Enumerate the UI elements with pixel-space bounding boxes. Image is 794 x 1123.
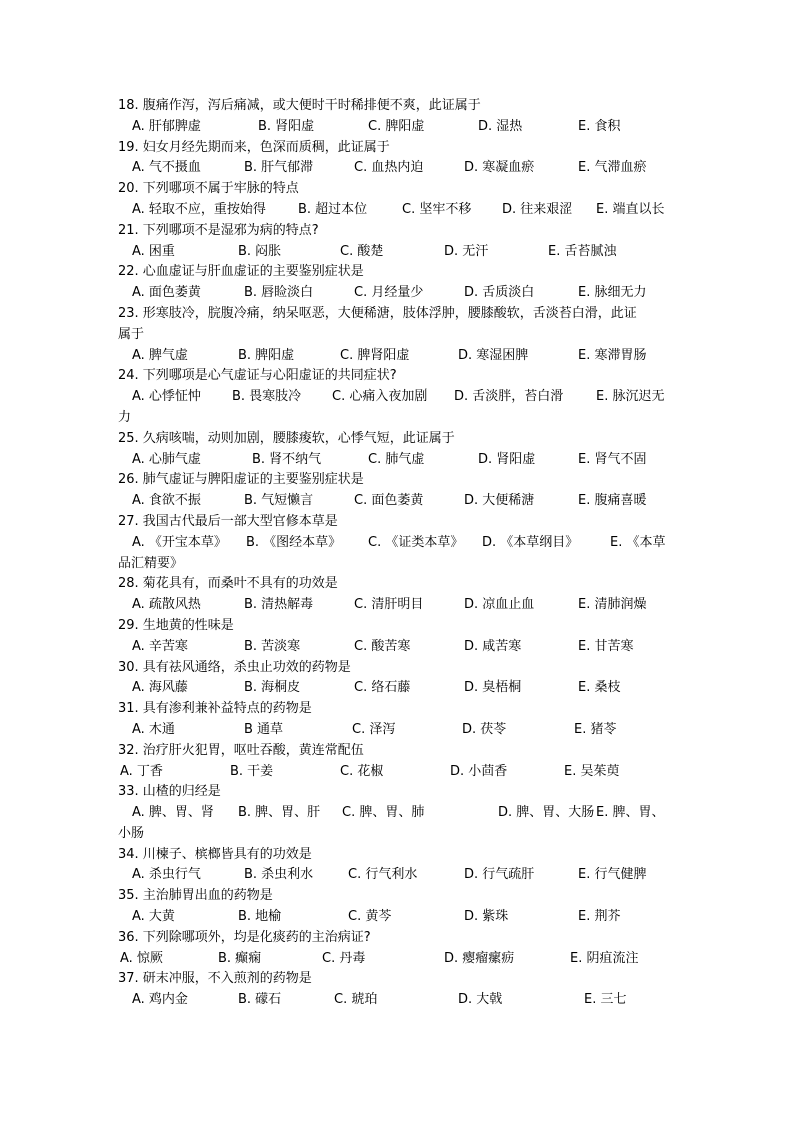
answer-option: C. 肺气虚 — [368, 451, 425, 467]
answer-option: C. 络石藤 — [354, 680, 411, 696]
answer-option: E. 舌苔腻浊 — [548, 243, 617, 259]
option-row — [118, 949, 678, 970]
answer-option: B 通草 — [244, 721, 284, 737]
answer-option: C. 琥珀 — [334, 992, 378, 1008]
question-text: 25. 久病咳喘，动则加剧，腰膝痠软，心悸气短，此证属于 — [118, 430, 455, 446]
answer-option: B. 癫痫 — [218, 950, 262, 966]
answer-option: C. 花椒 — [340, 763, 384, 779]
answer-option: D. 凉血止血 — [464, 597, 535, 613]
answer-option: E. 《本草 — [610, 534, 666, 550]
answer-option: A. 心肺气虚 — [132, 451, 201, 467]
option-row — [118, 990, 678, 1011]
answer-option: D. 大便稀溏 — [464, 493, 535, 509]
question-list — [118, 96, 678, 1011]
answer-option: C. 行气利水 — [348, 867, 418, 883]
question-text: 27. 我国古代最后一部大型官修本草是 — [118, 513, 338, 529]
option-row — [118, 283, 678, 304]
question-text: 32. 治疗肝火犯胃，呕吐吞酸，黄连常配伍 — [118, 742, 364, 758]
question-text: 属于 — [118, 326, 145, 342]
answer-option: B. 海桐皮 — [244, 680, 301, 696]
answer-option: B. 杀虫利水 — [244, 867, 314, 883]
answer-option: D. 臭梧桐 — [464, 680, 522, 696]
answer-option: A. 食欲不振 — [132, 493, 201, 509]
question-text: 20. 下列哪项不属于牢脉的特点 — [118, 181, 299, 197]
answer-option: D. 小茴香 — [450, 763, 508, 779]
answer-option: B. 礞石 — [238, 992, 282, 1008]
option-row — [118, 158, 678, 179]
option-continuation: 小肠 — [118, 825, 145, 841]
question-text: 30. 具有祛风通络，杀虫止功效的药物是 — [118, 659, 351, 675]
answer-option: E. 寒滞胃肠 — [578, 347, 647, 363]
answer-option: D. 大戟 — [458, 992, 503, 1008]
option-row — [118, 720, 678, 741]
answer-option: E. 脉细无力 — [578, 285, 647, 301]
answer-option: E. 桑枝 — [578, 680, 621, 696]
answer-option: E. 阴疽流注 — [570, 950, 639, 966]
question-text: 26. 肺气虚证与脾阳虚证的主要鉴别症状是 — [118, 472, 364, 488]
answer-option: D. 无汗 — [444, 243, 489, 259]
answer-option: E. 脉沉迟无 — [596, 389, 665, 405]
answer-option: E. 气滞血瘀 — [578, 160, 647, 176]
option-row — [118, 865, 678, 886]
answer-option: C. 丹毒 — [322, 950, 366, 966]
answer-option: E. 荆芥 — [578, 909, 621, 925]
answer-option: A. 脾、胃、肾 — [132, 805, 214, 821]
answer-option: B. 超过本位 — [298, 201, 368, 217]
answer-option: A. 面色萎黄 — [132, 285, 201, 301]
answer-option: D. 肾阳虚 — [478, 451, 536, 467]
answer-option: D. 茯苓 — [462, 721, 507, 737]
answer-option: A. 丁香 — [120, 763, 163, 779]
question-text: 24. 下列哪项是心气虚证与心阳虚证的共同症状? — [118, 368, 397, 384]
answer-option: B. 气短懒言 — [244, 493, 314, 509]
option-row — [118, 387, 678, 408]
option-row — [118, 117, 678, 138]
answer-option: C. 《证类本草》 — [368, 534, 464, 550]
answer-option: A. 《开宝本草》 — [132, 534, 227, 550]
answer-option: A. 大黄 — [132, 909, 175, 925]
answer-option: E. 端直以长 — [596, 201, 665, 217]
option-row — [118, 450, 678, 471]
answer-option: E. 清肺润燥 — [578, 597, 647, 613]
option-row — [118, 242, 678, 263]
question-text: 37. 研末冲服，不入煎剂的药物是 — [118, 971, 312, 987]
answer-option: C. 清肝明目 — [354, 597, 424, 613]
answer-option: A. 辛苦寒 — [132, 638, 188, 654]
answer-option: B. 《图经本草》 — [246, 534, 342, 550]
question-text: 36. 下列除哪项外，均是化痰药的主治病证? — [118, 929, 371, 945]
option-row — [118, 678, 678, 699]
option-row — [118, 907, 678, 928]
answer-option: C. 脾、胃、肺 — [342, 805, 425, 821]
answer-option: A. 心悸怔忡 — [132, 389, 201, 405]
answer-option: D. 脾、胃、大肠 — [498, 805, 595, 821]
answer-option: B. 闷胀 — [238, 243, 282, 259]
option-row — [118, 595, 678, 616]
answer-option: D. 紫珠 — [464, 909, 509, 925]
question-text: 28. 菊花具有，而桑叶不具有的功效是 — [118, 576, 338, 592]
answer-option: B. 干姜 — [230, 763, 274, 779]
answer-option: C. 心痛入夜加剧 — [332, 389, 428, 405]
answer-option: E. 三七 — [584, 992, 627, 1008]
answer-option: D. 往来艰涩 — [502, 201, 573, 217]
answer-option: D. 舌淡胖，苔白滑 — [454, 389, 564, 405]
answer-option: E. 吴茱萸 — [564, 763, 620, 779]
answer-option: C. 脾肾阳虚 — [340, 347, 410, 363]
answer-option: A. 肝郁脾虚 — [132, 118, 201, 134]
answer-option: D. 寒凝血瘀 — [464, 160, 535, 176]
question-text: 33. 山楂的归经是 — [118, 784, 221, 800]
answer-option: E. 行气健脾 — [578, 867, 647, 883]
answer-option: A. 轻取不应，重按始得 — [132, 201, 266, 217]
answer-option: C. 面色萎黄 — [354, 493, 424, 509]
option-continuation: 品汇精要》 — [118, 555, 184, 571]
answer-option: C. 脾阳虚 — [368, 118, 425, 134]
answer-option: B. 脾、胃、肝 — [238, 805, 321, 821]
option-row — [118, 803, 678, 824]
answer-option: A. 惊厥 — [120, 950, 163, 966]
question-text: 34. 川楝子、槟榔皆具有的功效是 — [118, 846, 312, 862]
question-text: 31. 具有渗利兼补益特点的药物是 — [118, 701, 312, 717]
question-text: 18. 腹痛作泻，泻后痛减，或大便时干时稀排便不爽，此证属于 — [118, 98, 481, 113]
answer-option: E. 肾气不固 — [578, 451, 647, 467]
answer-option: A. 鸡内金 — [132, 992, 188, 1008]
question-text: 23. 形寒肢冷，脘腹冷痛，纳呆呕恶，大便稀溏，肢体浮肿，腰膝酸软，舌淡苔白滑，此证 — [118, 305, 637, 321]
answer-option: C. 血热内迫 — [354, 160, 424, 176]
answer-option: D. 湿热 — [478, 118, 523, 134]
answer-option: E. 脾、胃、 — [596, 805, 665, 821]
answer-option: B. 苦淡寒 — [244, 638, 301, 654]
answer-option: A. 木通 — [132, 721, 175, 737]
answer-option: A. 脾气虚 — [132, 347, 188, 363]
answer-option: A. 海风藤 — [132, 680, 188, 696]
answer-option: B. 肾阳虚 — [258, 118, 315, 134]
answer-option: C. 泽泻 — [352, 721, 396, 737]
option-row — [118, 762, 678, 783]
question-text: 19. 妇女月经先期而来，色深而质稠，此证属于 — [118, 139, 390, 155]
option-row — [118, 637, 678, 658]
answer-option: B. 脾阳虚 — [238, 347, 295, 363]
answer-option: D. 瘿瘤瘰疬 — [444, 950, 515, 966]
answer-option: D. 舌质淡白 — [464, 285, 535, 301]
option-continuation: 力 — [118, 409, 132, 425]
answer-option: D. 《本草纲目》 — [482, 534, 579, 550]
answer-option: A. 气不摄血 — [132, 160, 201, 176]
question-text: 22. 心血虚证与肝血虚证的主要鉴别症状是 — [118, 264, 364, 280]
answer-option: A. 困重 — [132, 243, 175, 259]
answer-option: E. 猪苓 — [574, 721, 617, 737]
answer-option: C. 月经量少 — [354, 285, 424, 301]
answer-option: E. 腹痛喜暖 — [578, 493, 647, 509]
answer-option: B. 清热解毒 — [244, 597, 314, 613]
answer-option: B. 肾不纳气 — [252, 451, 322, 467]
answer-option: D. 行气疏肝 — [464, 867, 535, 883]
answer-option: E. 食积 — [578, 118, 621, 134]
question-text: 29. 生地黄的性味是 — [118, 617, 234, 633]
answer-option: B. 畏寒肢冷 — [232, 389, 302, 405]
question-text: 21. 下列哪项不是湿邪为病的特点? — [118, 222, 319, 238]
answer-option: B. 肝气郁滞 — [244, 160, 314, 176]
option-row — [118, 491, 678, 512]
answer-option: D. 咸苦寒 — [464, 638, 522, 654]
answer-option: C. 黄芩 — [348, 909, 392, 925]
answer-option: B. 唇睑淡白 — [244, 285, 314, 301]
answer-option: E. 甘苦寒 — [578, 638, 634, 654]
answer-option: A. 杀虫行气 — [132, 867, 201, 883]
answer-option: C. 酸楚 — [340, 243, 384, 259]
question-text: 35. 主治肺胃出血的药物是 — [118, 888, 273, 904]
option-row — [118, 346, 678, 367]
option-row — [118, 533, 678, 554]
answer-option: D. 寒湿困脾 — [458, 347, 529, 363]
answer-option: C. 坚牢不移 — [402, 201, 472, 217]
answer-option: A. 疏散风热 — [132, 597, 201, 613]
answer-option: B. 地榆 — [238, 909, 282, 925]
option-row — [118, 200, 678, 221]
answer-option: C. 酸苦寒 — [354, 638, 411, 654]
